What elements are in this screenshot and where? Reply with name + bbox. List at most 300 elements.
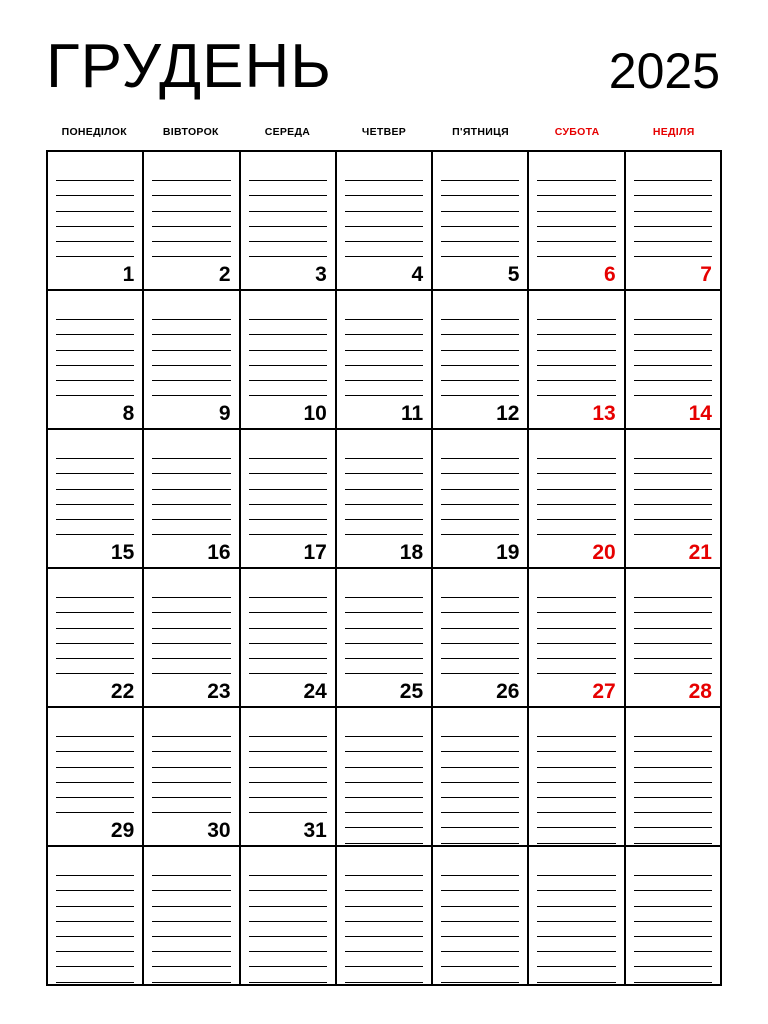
day-cell — [241, 569, 337, 708]
note-line — [537, 783, 615, 798]
note-line — [345, 242, 423, 257]
note-line — [249, 520, 327, 535]
note-line — [441, 583, 519, 598]
day-cell — [48, 430, 144, 569]
day-number: 21 — [688, 541, 712, 564]
weekday-tuesday: ВІВТОРОК — [162, 126, 219, 138]
note-lines — [345, 444, 423, 535]
note-lines — [634, 444, 712, 535]
note-line — [634, 752, 712, 767]
note-line — [537, 937, 615, 952]
day-cell — [529, 430, 625, 569]
note-line — [249, 876, 327, 891]
day-number: 31 — [303, 819, 327, 842]
note-line — [441, 922, 519, 937]
note-line — [56, 490, 134, 505]
note-line — [56, 891, 134, 906]
month-title: ГРУДЕНЬ — [46, 32, 332, 101]
day-number: 6 — [604, 263, 616, 286]
note-line — [249, 196, 327, 211]
note-line — [441, 752, 519, 767]
note-line — [56, 227, 134, 242]
note-line — [56, 644, 134, 659]
day-cell — [48, 847, 144, 986]
note-line — [441, 937, 519, 952]
note-line — [537, 505, 615, 520]
day-cell — [337, 152, 433, 291]
day-number: 11 — [400, 402, 424, 425]
note-line — [441, 520, 519, 535]
note-line — [441, 644, 519, 659]
note-lines — [634, 583, 712, 674]
note-line — [56, 351, 134, 366]
note-line — [537, 242, 615, 257]
note-line — [152, 227, 230, 242]
note-line — [249, 922, 327, 937]
note-line — [634, 967, 712, 982]
note-line — [345, 444, 423, 459]
note-line — [441, 828, 519, 843]
note-lines — [56, 722, 134, 813]
note-line — [56, 474, 134, 489]
note-line — [441, 381, 519, 396]
note-line — [634, 798, 712, 813]
note-line — [152, 505, 230, 520]
note-line — [634, 891, 712, 906]
note-line — [634, 828, 712, 843]
note-line — [345, 967, 423, 982]
note-lines — [249, 722, 327, 813]
note-line — [634, 644, 712, 659]
note-line — [345, 644, 423, 659]
note-line — [249, 490, 327, 505]
note-line — [249, 305, 327, 320]
note-line — [249, 752, 327, 767]
note-line — [56, 166, 134, 181]
note-line — [152, 166, 230, 181]
day-cell — [626, 569, 722, 708]
note-line — [441, 444, 519, 459]
note-line — [345, 937, 423, 952]
weekday-friday: П'ЯТНИЦЯ — [452, 126, 509, 138]
year-title: 2025 — [608, 43, 720, 99]
note-line — [249, 629, 327, 644]
day-cell — [433, 569, 529, 708]
note-line — [56, 952, 134, 967]
note-line — [152, 783, 230, 798]
day-cell — [48, 708, 144, 847]
day-cell — [626, 708, 722, 847]
note-line — [441, 967, 519, 982]
day-number: 1 — [122, 263, 135, 286]
day-number: 30 — [207, 819, 231, 842]
note-line — [441, 459, 519, 474]
note-line — [537, 952, 615, 967]
note-line — [537, 366, 615, 381]
note-line — [249, 381, 327, 396]
note-line — [345, 181, 423, 196]
note-line — [152, 474, 230, 489]
note-line — [537, 737, 615, 752]
note-line — [56, 520, 134, 535]
note-line — [249, 320, 327, 335]
note-line — [345, 891, 423, 906]
note-line — [152, 891, 230, 906]
note-line — [152, 629, 230, 644]
note-line — [152, 583, 230, 598]
note-line — [249, 351, 327, 366]
note-line — [345, 166, 423, 181]
note-line — [345, 659, 423, 674]
note-line — [345, 227, 423, 242]
day-number: 22 — [110, 680, 135, 703]
note-line — [56, 922, 134, 937]
day-cell — [529, 708, 625, 847]
note-line — [441, 196, 519, 211]
note-line — [634, 351, 712, 366]
note-line — [537, 798, 615, 813]
day-cell — [144, 847, 240, 986]
note-line — [152, 320, 230, 335]
note-line — [345, 828, 423, 843]
note-line — [537, 613, 615, 628]
note-line — [441, 907, 519, 922]
note-line — [537, 444, 615, 459]
note-line — [56, 212, 134, 227]
day-cell — [337, 847, 433, 986]
day-cell — [48, 569, 144, 708]
note-line — [634, 305, 712, 320]
day-cell — [337, 430, 433, 569]
note-line — [537, 181, 615, 196]
note-line — [152, 613, 230, 628]
note-line — [345, 351, 423, 366]
note-line — [152, 366, 230, 381]
note-line — [345, 505, 423, 520]
note-line — [537, 227, 615, 242]
note-line — [345, 783, 423, 798]
note-line — [345, 752, 423, 767]
day-number: 27 — [592, 680, 616, 703]
note-lines — [345, 305, 423, 396]
note-line — [441, 366, 519, 381]
note-line — [56, 907, 134, 922]
day-cell — [144, 430, 240, 569]
note-line — [345, 320, 423, 335]
note-line — [56, 783, 134, 798]
note-lines — [441, 583, 519, 674]
note-line — [56, 366, 134, 381]
note-line — [152, 181, 230, 196]
note-line — [345, 922, 423, 937]
day-cell — [241, 430, 337, 569]
note-line — [634, 861, 712, 876]
note-line — [441, 783, 519, 798]
day-number: 3 — [315, 263, 327, 286]
note-line — [249, 613, 327, 628]
note-line — [441, 227, 519, 242]
day-cell — [626, 430, 722, 569]
note-lines — [634, 861, 712, 983]
note-lines — [537, 166, 615, 257]
note-line — [152, 242, 230, 257]
note-line — [634, 227, 712, 242]
note-line — [634, 181, 712, 196]
note-line — [537, 459, 615, 474]
note-line — [537, 768, 615, 783]
day-number: 4 — [411, 263, 424, 286]
day-cell — [144, 152, 240, 291]
day-cell — [529, 152, 625, 291]
note-line — [634, 459, 712, 474]
note-line — [56, 737, 134, 752]
day-cell — [144, 291, 240, 430]
note-line — [152, 876, 230, 891]
note-line — [537, 876, 615, 891]
note-line — [634, 952, 712, 967]
note-line — [249, 212, 327, 227]
note-line — [249, 783, 327, 798]
note-line — [634, 444, 712, 459]
note-line — [152, 305, 230, 320]
note-line — [441, 876, 519, 891]
day-number: 9 — [218, 402, 231, 425]
note-line — [634, 242, 712, 257]
day-number: 28 — [688, 680, 712, 703]
note-line — [249, 598, 327, 613]
note-line — [152, 967, 230, 982]
note-line — [56, 242, 134, 257]
weekday-wednesday: СЕРЕДА — [264, 126, 311, 138]
note-line — [249, 768, 327, 783]
note-line — [152, 212, 230, 227]
note-line — [634, 212, 712, 227]
note-line — [56, 459, 134, 474]
note-line — [152, 598, 230, 613]
note-line — [537, 861, 615, 876]
note-line — [537, 752, 615, 767]
weekday-thursday: ЧЕТВЕР — [361, 126, 407, 138]
note-line — [56, 967, 134, 982]
note-line — [152, 335, 230, 350]
note-lines — [249, 583, 327, 674]
note-line — [249, 242, 327, 257]
note-lines — [537, 444, 615, 535]
weekday-sunday: НЕДІЛЯ — [652, 126, 695, 138]
day-cell — [626, 152, 722, 291]
note-line — [537, 907, 615, 922]
note-line — [249, 583, 327, 598]
calendar-grid — [46, 150, 722, 986]
note-lines — [345, 583, 423, 674]
note-line — [345, 737, 423, 752]
note-lines — [537, 583, 615, 674]
note-lines — [441, 722, 519, 844]
note-line — [56, 505, 134, 520]
note-line — [634, 937, 712, 952]
note-line — [249, 166, 327, 181]
note-lines — [537, 861, 615, 983]
note-line — [249, 474, 327, 489]
note-line — [537, 520, 615, 535]
note-line — [345, 305, 423, 320]
note-line — [634, 366, 712, 381]
note-line — [537, 351, 615, 366]
note-line — [56, 861, 134, 876]
note-line — [56, 181, 134, 196]
day-number: 2 — [218, 263, 231, 286]
day-cell — [241, 291, 337, 430]
note-line — [249, 737, 327, 752]
note-line — [249, 505, 327, 520]
note-line — [56, 629, 134, 644]
note-line — [249, 907, 327, 922]
note-line — [152, 490, 230, 505]
note-lines — [249, 444, 327, 535]
day-cell — [48, 152, 144, 291]
note-line — [634, 768, 712, 783]
note-line — [441, 891, 519, 906]
note-lines — [537, 722, 615, 844]
note-line — [249, 644, 327, 659]
day-number: 29 — [110, 819, 135, 842]
note-line — [249, 459, 327, 474]
note-line — [537, 335, 615, 350]
day-cell — [48, 291, 144, 430]
note-line — [152, 737, 230, 752]
note-lines — [152, 166, 230, 257]
note-line — [634, 505, 712, 520]
note-line — [537, 629, 615, 644]
day-cell — [241, 152, 337, 291]
note-line — [345, 459, 423, 474]
note-line — [152, 798, 230, 813]
note-line — [56, 196, 134, 211]
note-lines — [56, 166, 134, 257]
day-number: 13 — [592, 402, 616, 425]
note-line — [537, 891, 615, 906]
note-line — [441, 952, 519, 967]
note-line — [634, 783, 712, 798]
note-line — [441, 659, 519, 674]
note-line — [634, 320, 712, 335]
day-cell — [529, 569, 625, 708]
day-number: 23 — [207, 680, 231, 703]
note-lines — [441, 861, 519, 983]
note-line — [634, 335, 712, 350]
note-line — [537, 212, 615, 227]
day-number: 25 — [399, 680, 424, 703]
day-cell — [241, 847, 337, 986]
note-lines — [152, 722, 230, 813]
weekday-saturday: СУБОТА — [554, 126, 600, 138]
note-lines — [345, 166, 423, 257]
note-line — [345, 629, 423, 644]
note-line — [345, 212, 423, 227]
note-line — [537, 813, 615, 828]
note-line — [249, 891, 327, 906]
note-line — [345, 722, 423, 737]
note-line — [249, 952, 327, 967]
note-line — [537, 722, 615, 737]
day-number: 5 — [507, 263, 520, 286]
day-number: 12 — [496, 402, 520, 425]
day-number: 17 — [303, 541, 327, 564]
note-line — [345, 598, 423, 613]
note-line — [441, 629, 519, 644]
note-line — [249, 181, 327, 196]
note-line — [537, 598, 615, 613]
note-line — [634, 490, 712, 505]
note-line — [441, 598, 519, 613]
day-cell — [433, 847, 529, 986]
note-line — [152, 381, 230, 396]
note-line — [345, 366, 423, 381]
note-line — [152, 907, 230, 922]
note-line — [249, 722, 327, 737]
note-line — [634, 583, 712, 598]
note-line — [152, 644, 230, 659]
note-line — [345, 861, 423, 876]
note-line — [345, 907, 423, 922]
note-line — [345, 335, 423, 350]
note-line — [634, 474, 712, 489]
note-line — [249, 967, 327, 982]
day-cell — [433, 430, 529, 569]
note-line — [345, 613, 423, 628]
day-cell — [337, 291, 433, 430]
note-line — [152, 937, 230, 952]
note-line — [634, 722, 712, 737]
note-lines — [441, 444, 519, 535]
note-lines — [537, 305, 615, 396]
note-line — [537, 474, 615, 489]
note-lines — [152, 444, 230, 535]
day-number: 20 — [592, 541, 616, 564]
note-line — [56, 335, 134, 350]
note-line — [441, 505, 519, 520]
note-line — [634, 907, 712, 922]
note-line — [441, 335, 519, 350]
note-lines — [152, 305, 230, 396]
note-line — [537, 166, 615, 181]
day-cell — [626, 291, 722, 430]
note-line — [56, 583, 134, 598]
note-lines — [56, 444, 134, 535]
note-line — [441, 320, 519, 335]
note-line — [56, 320, 134, 335]
weekday-monday: ПОНЕДІЛОК — [61, 126, 127, 138]
note-lines — [249, 166, 327, 257]
note-line — [345, 583, 423, 598]
note-line — [345, 474, 423, 489]
note-line — [537, 196, 615, 211]
note-line — [537, 490, 615, 505]
note-line — [152, 752, 230, 767]
note-line — [152, 722, 230, 737]
day-number: 15 — [110, 541, 135, 564]
note-line — [345, 196, 423, 211]
note-line — [56, 937, 134, 952]
note-line — [634, 196, 712, 211]
note-line — [537, 967, 615, 982]
note-line — [537, 320, 615, 335]
note-lines — [634, 305, 712, 396]
note-line — [441, 798, 519, 813]
day-cell — [144, 708, 240, 847]
note-line — [634, 629, 712, 644]
note-lines — [152, 583, 230, 674]
